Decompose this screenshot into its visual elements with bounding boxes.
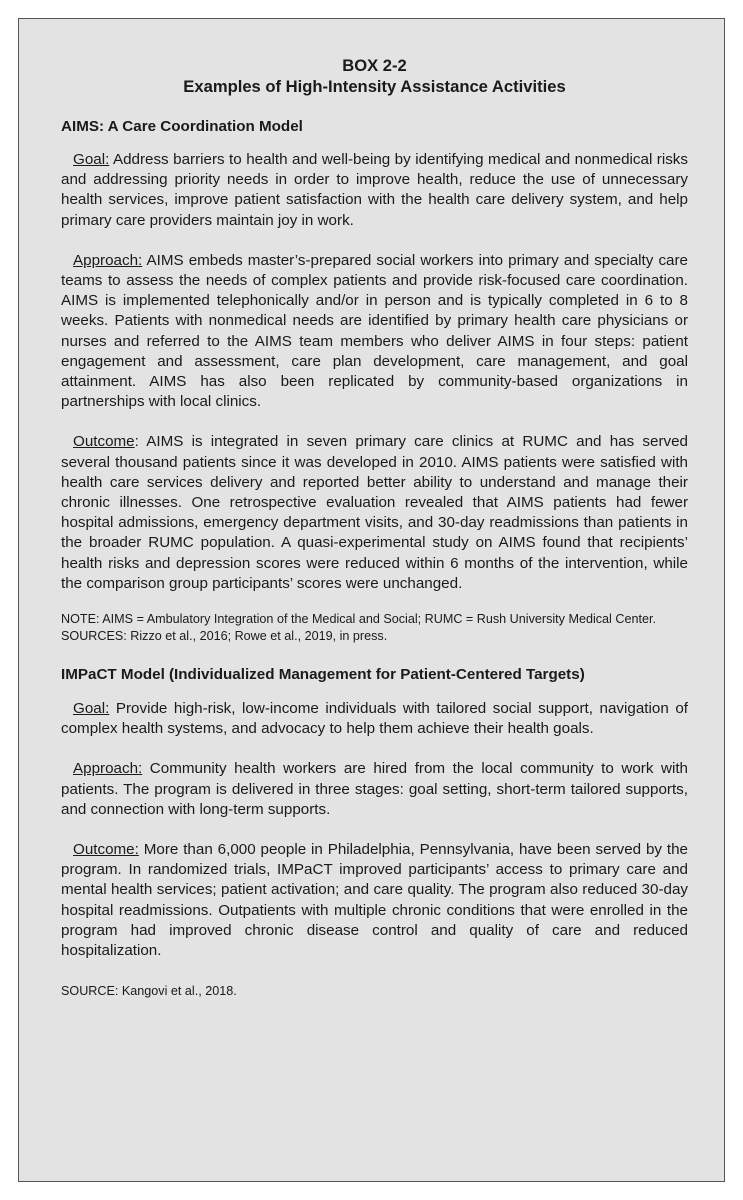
impact-outcome-paragraph (61, 840, 688, 961)
aims-goal-paragraph (61, 150, 688, 231)
aims-outcome-label: Outcome (73, 433, 135, 451)
aims-sources: SOURCES: Rizzo et al., 2016; Rowe et al., 2019, in press. (61, 629, 388, 644)
impact-outcome-text: More than 6,000 people in Philadelphia, Pennsylvania, have been served by the program. In randomized trials, IMPaCT improved participants’ access to primary care and mental health services; patient activation; and care quality. The program also reduced 30-day hospital readmissions. Outpatients with multiple chronic conditions that were enrolled in the program had improved chronic disease control and quality of care and reduced hospitalization. (61, 841, 688, 960)
impact-goal-label: Goal: (73, 700, 110, 718)
impact-outcome-label: Outcome: (73, 841, 139, 859)
impact-goal-text: Provide high-risk, low-income individuals with tailored social support, navigation of complex health systems, and advocacy to help them achieve their health goals. (61, 700, 688, 738)
aims-goal-label: Goal: (73, 151, 110, 168)
aims-outcome-text: : AIMS is integrated in seven primary care clinics at RUMC and has served several thousand patients since it was developed in 2010. AIMS patients were satisfied with health care services delivery and reported better ability to understand and manage their chronic illnesses. One retrospective evaluation revealed that AIMS patients had fewer hospital admissions, emergency department visits, and 30-day readmissions than patients in the broader RUMC population. A quasi-experimental study on AIMS found that recipients’ health risks and depression scores were reduced within 6 months of the intervention, while the comparison group participants’ scores were unchanged. (61, 433, 688, 592)
impact-approach-paragraph (61, 759, 688, 820)
impact-approach-text: Community health workers are hired from the local community to work with patients. The program is delivered in three stages: goal setting, short-term tailored supports, and connection with long-term supports. (61, 760, 688, 818)
aims-outcome-paragraph (61, 432, 688, 594)
impact-source: SOURCE: Kangovi et al., 2018. (61, 984, 237, 999)
impact-goal-paragraph (61, 699, 688, 739)
impact-approach-label: Approach: (73, 760, 143, 778)
box-2-2 (18, 18, 725, 1182)
box-number: BOX 2-2 (342, 56, 407, 75)
aims-note: NOTE: AIMS = Ambulatory Integration of the Medical and Social; RUMC = Rush University Medical Center. (61, 612, 656, 627)
aims-approach-paragraph (61, 251, 688, 413)
aims-heading: AIMS: A Care Coordination Model (61, 118, 303, 135)
box-title: Examples of High-Intensity Assistance Activities (183, 77, 566, 96)
impact-heading: IMPaCT Model (Individualized Management for Patient-Centered Targets) (61, 666, 585, 684)
aims-approach-text: AIMS embeds master’s-prepared social workers into primary and specialty care teams to assess the needs of complex patients and provide risk-focused care coordination. AIMS is implemented telephonically and/or in person and is typically completed in 6 to 8 weeks. Patients with nonmedical needs are identified by primary health care physicians or nurses and referred to the AIMS team members who deliver AIMS in four steps: patient engagement and assessment, care plan development, care management, and goal attainment. AIMS has also been replicated by community-based organizations in partnerships with local clinics. (61, 251, 688, 411)
aims-approach-label: Approach: (73, 251, 143, 269)
aims-goal-text: Address barriers to health and well-being by identifying medical and nonmedical risks and addressing priority needs in order to improve health, reduce the use of unnecessary health services, improve patient satisfaction with the health care delivery system, and help primary care providers maintain joy in work. (61, 151, 688, 229)
